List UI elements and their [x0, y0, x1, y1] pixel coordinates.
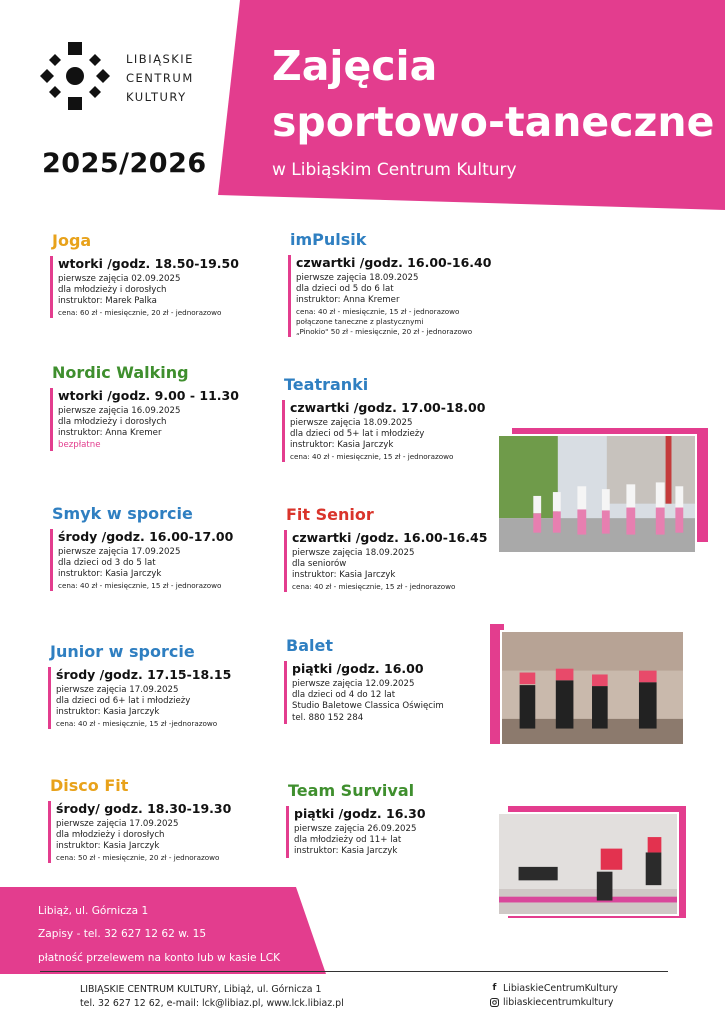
class-instructor: instruktor: Kasia Jarczyk [58, 569, 162, 580]
class-price: cena: 60 zł - miesięcznie, 20 zł - jednorazowo [58, 307, 222, 317]
instagram-link[interactable] [490, 997, 613, 1008]
class-balet [284, 636, 444, 724]
class-details [284, 661, 444, 724]
class-time: czwartki /godz. 16.00-16.40 [296, 255, 492, 270]
class-details [50, 388, 239, 451]
class-instructor: instruktor: Kasia Jarczyk [292, 570, 396, 581]
facebook-link[interactable] [490, 983, 618, 994]
class-name: Junior w sporcie [50, 642, 195, 661]
class-smyk-w-sporcie [50, 504, 233, 591]
class-time: wtorki /godz. 18.50-19.50 [58, 256, 239, 271]
class-start: pierwsze zajęcia 18.09.2025 [292, 548, 415, 558]
class-price: cena: 40 zł - miesięcznie, 15 zł - jednorazowo [292, 581, 456, 591]
logo-text: LIBIĄSKIE CENTRUM KULTURY [126, 52, 194, 104]
class-name: Teatranki [284, 375, 369, 394]
class-combo-note: połączone taneczne z plastycznymi [296, 316, 424, 326]
class-teatranki [282, 375, 485, 462]
class-start: pierwsze zajęcia 26.09.2025 [294, 824, 417, 834]
class-start: pierwsze zajęcia 18.09.2025 [290, 418, 413, 428]
class-details [286, 806, 426, 858]
class-audience: dla młodzieży i dorosłych [56, 830, 165, 841]
facebook-handle: LibiaskieCentrumKultury [503, 983, 618, 994]
class-time: czwartki /godz. 16.00-16.45 [292, 530, 488, 545]
class-start: pierwsze zajęcia 18.09.2025 [296, 273, 419, 283]
class-start: pierwsze zajęcia 17.09.2025 [56, 685, 179, 695]
class-audience: dla seniorów [292, 559, 347, 570]
footer-phone: Zapisy - tel. 32 627 12 62 w. 15 [38, 928, 207, 940]
class-audience: dla młodzieży i dorosłych [58, 417, 167, 428]
class-instructor: instruktor: Kasia Jarczyk [56, 841, 160, 852]
class-name: imPulsik [290, 230, 367, 249]
season-label: 2025/2026 [42, 148, 207, 179]
class-audience: dla młodzieży od 11+ lat [294, 835, 402, 846]
page-title-line1: Zajęcia [272, 42, 438, 90]
class-nordic-walking [50, 363, 239, 451]
class-time: wtorki /godz. 9.00 - 11.30 [58, 388, 239, 403]
class-time: środy/ godz. 18.30-19.30 [56, 801, 232, 816]
class-name: Joga [52, 231, 92, 250]
class-time: piątki /godz. 16.00 [292, 661, 424, 676]
class-audience: dla dzieci od 5+ lat i młodzieży [290, 429, 425, 440]
class-instructor: instruktor: Anna Kremer [296, 295, 400, 306]
class-details [50, 256, 239, 318]
page-title-line2: sportowo-taneczne [272, 98, 715, 146]
class-team-survival [286, 781, 426, 858]
class-details [284, 530, 487, 592]
class-phone: tel. 880 152 284 [292, 712, 364, 723]
class-audience: dla dzieci od 4 do 12 lat [292, 690, 396, 701]
class-price: cena: 40 zł - miesięcznie, 15 zł - jednorazowo [58, 580, 222, 590]
class-details [48, 801, 231, 863]
footer-address: Libiąż, ul. Górnicza 1 [38, 905, 149, 917]
instagram-icon [490, 998, 499, 1007]
class-start: pierwsze zajęcia 17.09.2025 [58, 547, 181, 557]
class-time: środy /godz. 17.15-18.15 [56, 667, 232, 682]
footer-divider [40, 971, 668, 972]
class-junior-w-sporcie [48, 642, 231, 729]
class-price: cena: 40 zł - miesięcznie, 15 zł -jednorazowo [56, 718, 218, 728]
class-instructor: instruktor: Kasia Jarczyk [290, 440, 394, 451]
class-details [50, 529, 233, 591]
class-combo-price: „Pinokio" 50 zł - miesięcznie, 20 zł - jednorazowo [296, 326, 473, 336]
class-free-note: bezpłatne [58, 439, 101, 450]
class-audience: dla młodzieży i dorosłych [58, 285, 167, 296]
workout-photo [497, 812, 679, 916]
class-time: czwartki /godz. 17.00-18.00 [290, 400, 486, 415]
org-contact[interactable]: tel. 32 627 12 62, e-mail: lck@libiaz.pl, www.lck.libiaz.pl [80, 998, 344, 1009]
fitness-class-photo [500, 630, 685, 746]
class-name: Team Survival [288, 781, 415, 800]
class-details [288, 255, 491, 337]
instagram-handle: libiaskiecentrumkultury [503, 997, 614, 1008]
class-name: Smyk w sporcie [52, 504, 193, 523]
footer-payment: płatność przelewem na konto lub w kasie LCK [38, 952, 281, 964]
class-disco-fit [48, 776, 231, 863]
class-details [48, 667, 231, 729]
class-price: cena: 40 zł - miesięcznie, 15 zł - jednorazowo [290, 451, 454, 461]
page-subtitle: w Libiąskim Centrum Kultury [272, 160, 517, 180]
class-name: Nordic Walking [52, 363, 189, 382]
class-audience: dla dzieci od 5 do 6 lat [296, 284, 394, 295]
class-instructor: instruktor: Anna Kremer [58, 428, 162, 439]
class-start: pierwsze zajęcia 17.09.2025 [56, 819, 179, 829]
class-price: cena: 50 zł - miesięcznie, 20 zł - jednorazowo [56, 852, 220, 862]
class-audience: dla dzieci od 6+ lat i młodzieży [56, 696, 191, 707]
org-address: LIBIĄSKIE CENTRUM KULTURY, Libiąż, ul. Górnicza 1 [80, 984, 322, 995]
dance-group-photo [497, 434, 697, 554]
class-price: cena: 40 zł - miesięcznie, 15 zł - jednorazowo [296, 306, 460, 316]
class-start: pierwsze zajęcia 02.09.2025 [58, 274, 181, 284]
class-instructor: instruktor: Marek Palka [58, 296, 157, 307]
class-name: Fit Senior [286, 505, 374, 524]
class-impulsik [288, 230, 491, 337]
class-studio: Studio Baletowe Classica Oświęcim [292, 701, 444, 712]
class-time: piątki /godz. 16.30 [294, 806, 426, 821]
class-time: środy /godz. 16.00-17.00 [58, 529, 234, 544]
class-fit-senior [284, 505, 487, 592]
facebook-icon: f [492, 983, 497, 993]
class-name: Balet [286, 636, 333, 655]
class-start: pierwsze zajęcia 16.09.2025 [58, 406, 181, 416]
class-start: pierwsze zajęcia 12.09.2025 [292, 679, 415, 689]
class-instructor: instruktor: Kasia Jarczyk [56, 707, 160, 718]
class-details [282, 400, 485, 462]
lck-logo-icon [40, 42, 110, 110]
class-joga [50, 231, 239, 318]
class-audience: dla dzieci od 3 do 5 lat [58, 558, 156, 569]
class-name: Disco Fit [50, 776, 129, 795]
class-instructor: instruktor: Kasia Jarczyk [294, 846, 398, 857]
